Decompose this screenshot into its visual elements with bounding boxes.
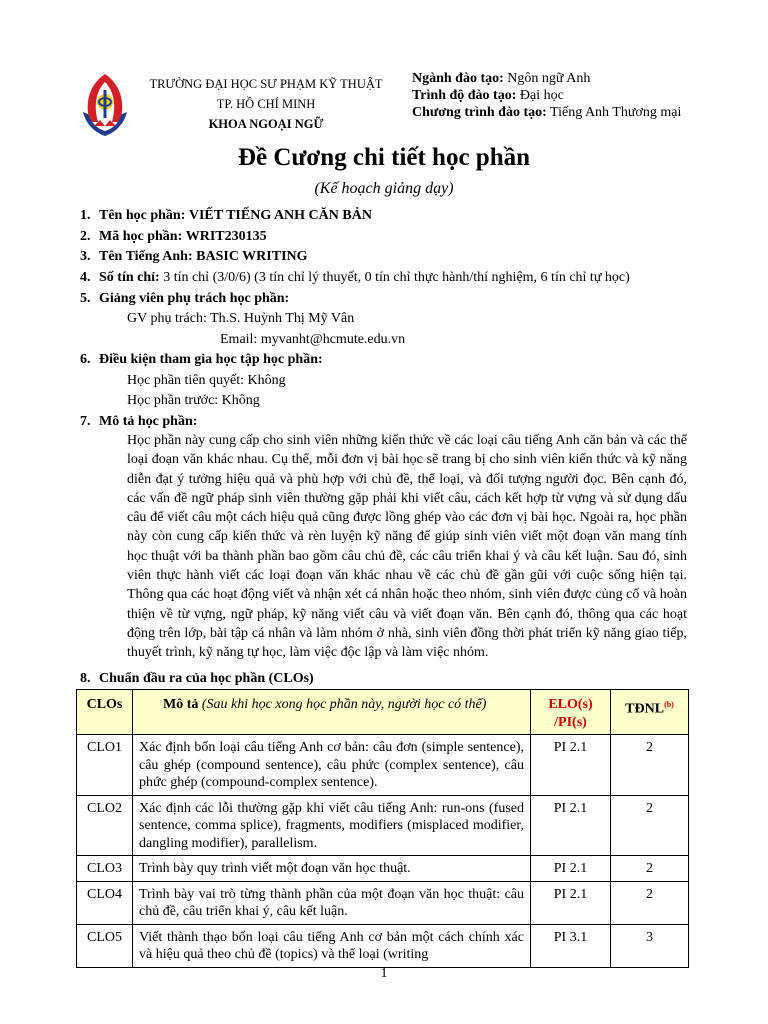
previous-course: Học phần trước: Không	[127, 393, 260, 408]
item-course-name: 1. Tên học phần: VIẾT TIẾNG ANH CĂN BẢN	[80, 208, 372, 223]
department-name: KHOA NGOẠI NGỮ	[208, 117, 324, 131]
page-number: 1	[380, 966, 388, 981]
item-conditions: 6. Điều kiện tham gia học tập học phần:	[80, 352, 323, 367]
table-row: CLO2 Xác định các lỗi thường gặp khi viết câu tiếng Anh: run-ons (fused sentence, comma splice), fragments, modifiers (misplaced modifier, dangling modifier), parallelism. PI 2.1 2	[77, 795, 689, 856]
course-description: Học phần này cung cấp cho sinh viên những kiến thức về các loại câu tiếng Anh căn bản và các thể loại đoạn văn khác nhau. Cụ thể, mỗi đơn vị bài học sẽ trang bị cho sinh viên kiến thức và kỹ năng diễn đạt ý tưởng hiệu quả và phù hợp với chủ đề, thể loại, và đối tượng người đọc. Bên cạnh đó, các vấn đề ngữ pháp sinh viên thường gặp phải khi viết câu, cách kết hợp từ vựng và sử dụng dấu câu để viết câu một cách hiệu quả cũng được lồng ghép vào các đơn vị bài học. Ngoài ra, học phần này còn cung cấp kiến thức và rèn luyện kỹ năng để giúp sinh viên viết một đoạn văn mang tính học thuật với ba thành phần bao gồm câu chủ đề, các câu triển khai ý và câu kết luận. Sau đó, sinh viên thực hành viết các loại đoạn văn khác nhau về các chủ đề gần gũi với cuộc sống hiện tại. Thông qua các hoạt động viết và nhận xét cá nhân hoặc theo nhóm, sinh viên được củng cố và hoàn thiện về từ vựng, ngữ pháp, kỹ năng viết câu và viết đoạn văn. Bên cạnh đó, thông qua các hoạt động trên lớp, bài tập cá nhân và làm nhóm ở nhà, sinh viên đồng thời phát triển kỹ năng giao tiếp, thuyết trình, kỹ năng tự học, làm việc độc lập và làm việc nhóm.	[127, 433, 687, 661]
item-course-code: 2. Mã học phần: WRIT230135	[80, 229, 267, 244]
item-description: 7. Mô tả học phần:	[80, 414, 198, 429]
page-subtitle: (Kế hoạch giảng dạy)	[314, 180, 454, 197]
clo-table	[76, 689, 689, 968]
prerequisite-course: Học phần tiên quyết: Không	[127, 373, 286, 388]
table-row: CLO5 Viết thành thạo bốn loại câu tiếng Anh cơ bản một cách chính xác và hiệu quả theo chủ đề (topics) và thể loại (writing PI 3.1 3	[77, 924, 689, 967]
header-elo-pi: ELO(s) /PI(s)	[531, 690, 611, 735]
item-credits: 4. Số tín chỉ: 3 tín chỉ (3/0/6) (3 tín chỉ lý thuyết, 0 tín chỉ thực hành/thí nghiệm, 6 tín chỉ tự học)	[80, 270, 630, 285]
program-name: Chương trình đào tạo: Tiếng Anh Thương mại	[412, 105, 682, 120]
item-english-name: 3. Tên Tiếng Anh: BASIC WRITING	[80, 249, 308, 264]
header-description: Mô tả (Sau khi học xong học phần này, người học có thể)	[133, 690, 531, 735]
table-row: CLO1 Xác định bốn loại câu tiếng Anh cơ bản: câu đơn (simple sentence), câu ghép (compound sentence), câu phức (complex sentence), câu phức ghép (compound-complex sentence). PI 2.1 2	[77, 735, 689, 796]
program-info	[412, 70, 681, 121]
lecturer-in-charge: GV phụ trách: Th.S. Huỳnh Thị Mỹ Vân	[127, 311, 355, 326]
school-name-line1: TRƯỜNG ĐẠI HỌC SƯ PHẠM KỸ THUẬT	[149, 77, 383, 91]
table-row: CLO3 Trình bày quy trình viết một đoạn văn học thuật. PI 2.1 2	[77, 856, 689, 882]
page-title: Đề Cương chi tiết học phần	[237, 144, 531, 171]
item-lecturer: 5. Giảng viên phụ trách học phần:	[80, 291, 290, 306]
header-tdnl: TĐNL$^{(b)}$	[611, 690, 689, 735]
header-clos: CLOs	[77, 690, 133, 735]
school-name-line2: TP. HỒ CHÍ MINH	[216, 97, 316, 111]
program-field: Ngành đào tạo: Ngôn ngữ Anh	[412, 71, 591, 86]
lecturer-email: Email: myvanht@hcmute.edu.vn	[220, 332, 406, 347]
item-clos: 8. Chuẩn đầu ra của học phần (CLOs)	[80, 671, 314, 686]
university-logo-icon	[80, 72, 130, 138]
program-level: Trình độ đào tạo: Đại học	[412, 88, 564, 103]
table-header-row	[77, 690, 689, 735]
school-header	[140, 74, 392, 134]
table-row: CLO4 Trình bày vai trò từng thành phần của một đoạn văn học thuật: câu chủ đề, câu triển khai ý, câu kết luận. PI 2.1 2	[77, 881, 689, 924]
